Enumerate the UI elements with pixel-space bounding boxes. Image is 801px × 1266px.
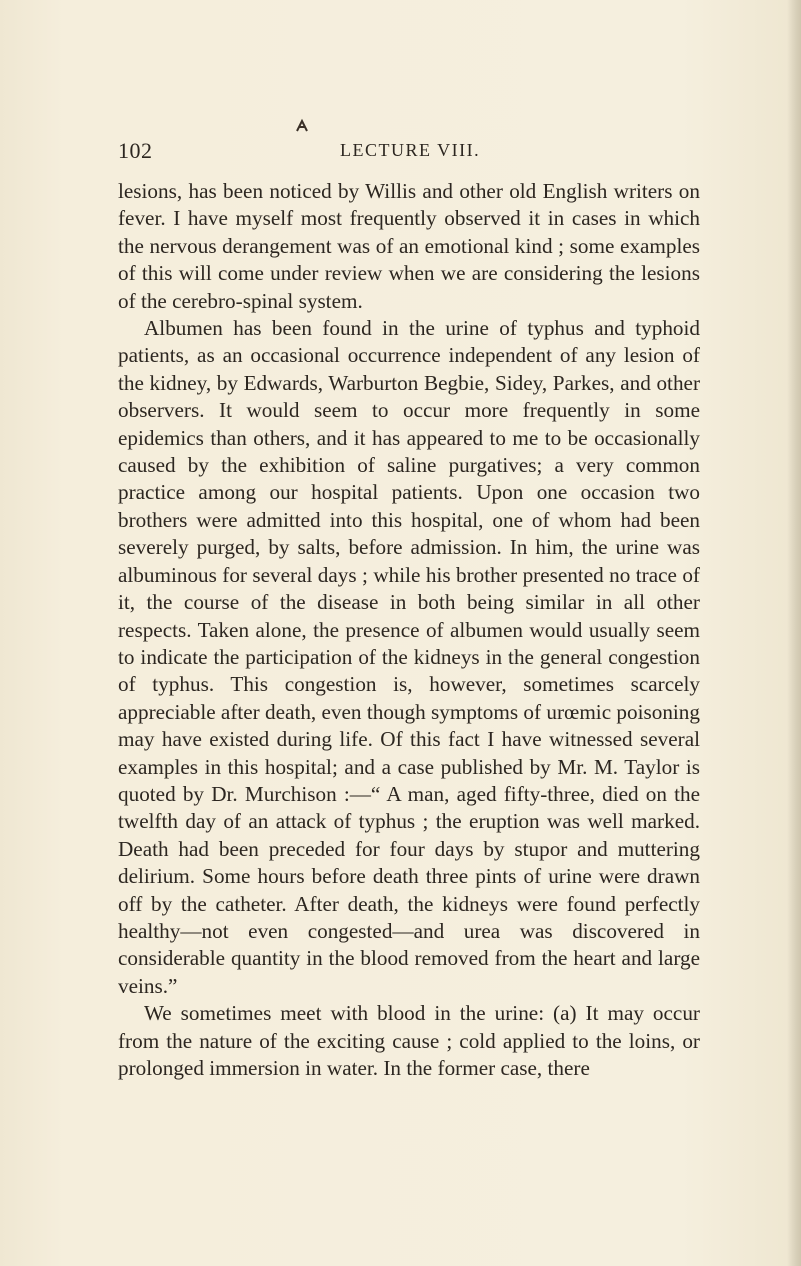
- page-number: 102: [118, 138, 153, 163]
- running-head: [118, 138, 678, 168]
- printer-mark-icon: [294, 118, 310, 134]
- running-title: LECTURE VIII.: [340, 140, 481, 160]
- body-text: [118, 178, 700, 1082]
- paragraph: lesions, has been noticed by Willis and other old English writers on fever. I have myself most frequently observed it in cases in which the nervous derangement was of an emotional kind ; some examples of this will come under review when we are considering the lesions of the cerebro-spinal system.: [118, 179, 700, 313]
- paragraph: We sometimes meet with blood in the urine: (a) It may occur from the nature of the exciting cause ; cold applied to the loins, or prolonged immersion in water. In the former case, there: [118, 1001, 700, 1080]
- page-edge-shadow: [787, 0, 801, 1266]
- paragraph: Albumen has been found in the urine of typhus and typhoid patients, as an occasional occurrence independent of any lesion of the kidney, by Edwards, Warburton Begbie, Sidey, Parkes, and other observers. It would seem to occur more frequently in some epidemics than others, and it has appeared to me to be occasionally caused by the exhibition of saline purgatives; a very common practice among our hospital patients. Upon one occasion two brothers were admitted into this hospital, one of whom had been severely purged, by salts, before admission. In him, the urine was albuminous for several days ; while his brother presented no trace of it, the course of the disease in both being similar in all other respects. Taken alone, the presence of albumen would usually seem to indicate the participation of the kidneys in the general congestion of typhus. This congestion is, however, sometimes scarcely appreciable after death, even though symptoms of urœmic poisoning may have existed during life. Of this fact I have witnessed several examples in this hospital; and a case published by Mr. M. Taylor is quoted by Dr. Murchison :—“ A man, aged fifty-three, died on the twelfth day of an attack of typhus ; the eruption was well marked. Death had been preceded for four days by stupor and muttering delirium. Some hours before death three pints of urine were drawn off by the catheter. After death, the kidneys were found perfectly healthy—not even congested—and urea was discovered in considerable quantity in the blood removed from the heart and large veins.”: [118, 316, 700, 998]
